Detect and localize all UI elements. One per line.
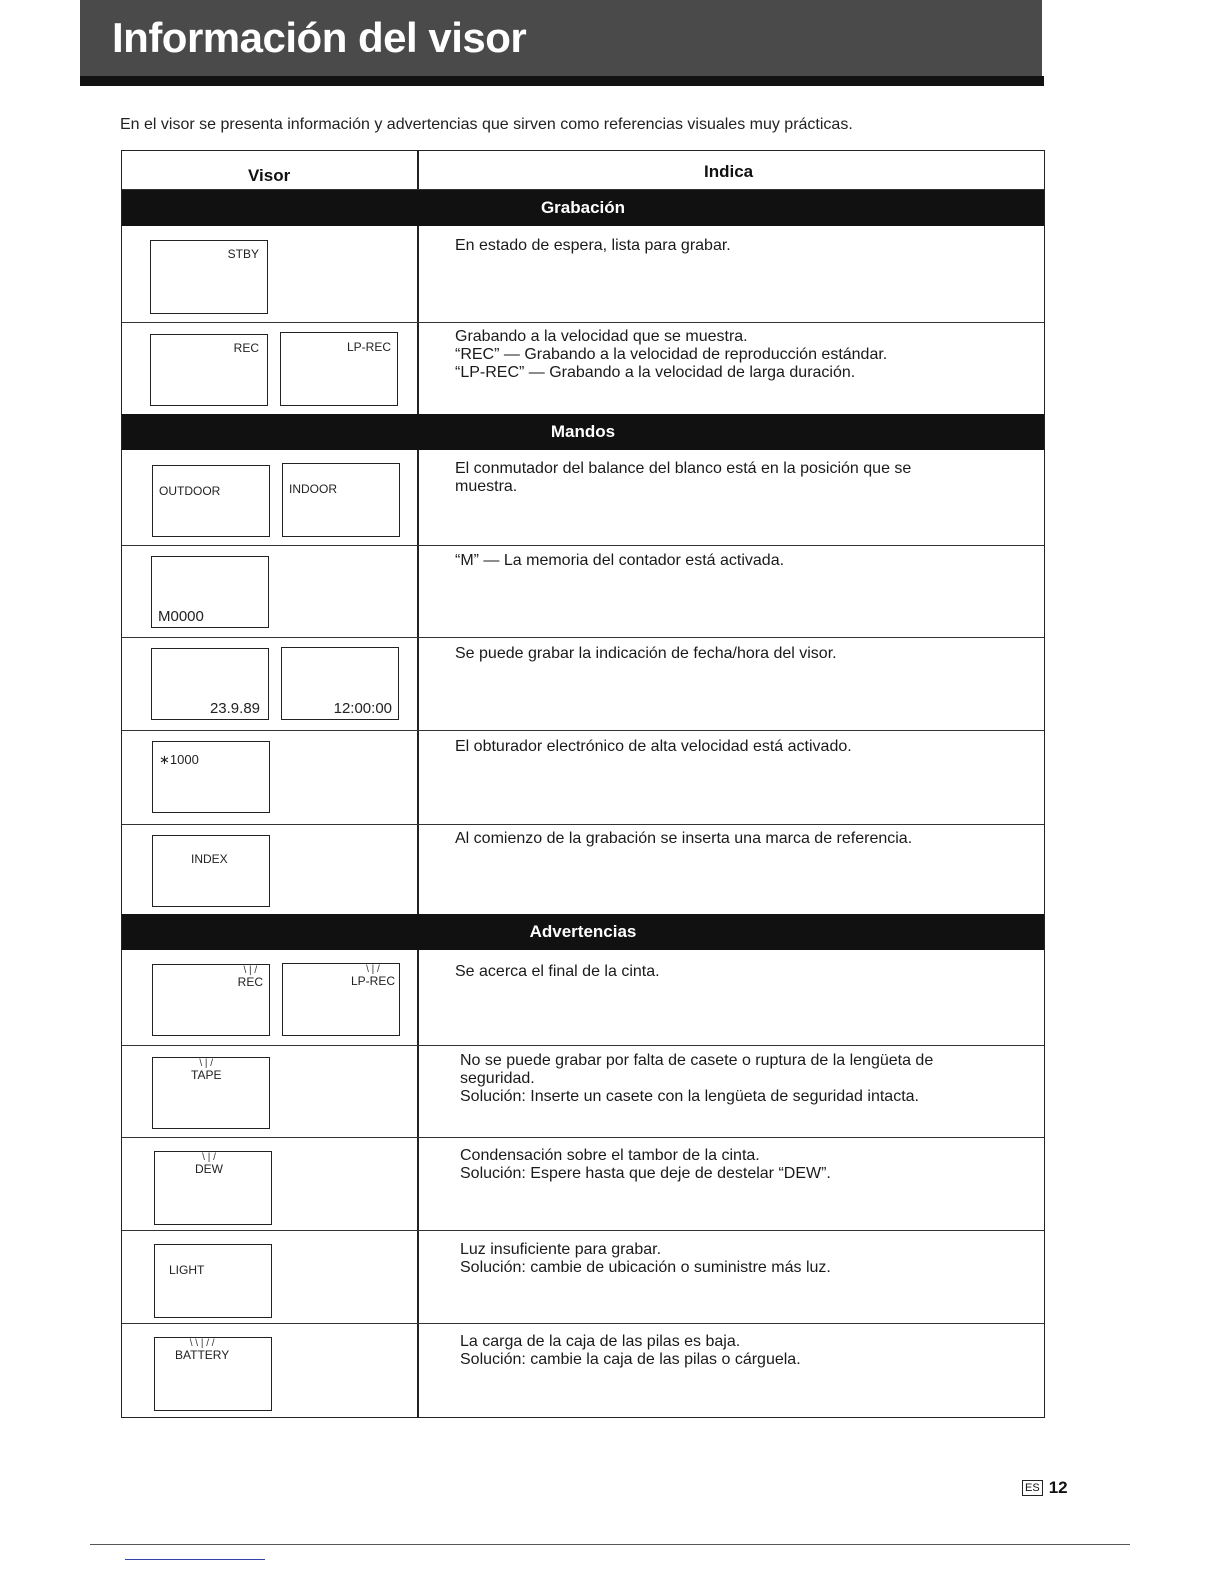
vf-label-light: LIGHT	[169, 1263, 205, 1277]
desc-dew	[460, 1147, 1020, 1183]
desc-line: La carga de la caja de las pilas es baja.	[460, 1333, 741, 1350]
desc-line: Luz insuficiente para grabar.	[460, 1241, 662, 1258]
blink-rays-icon: \ | /	[199, 1058, 214, 1069]
row-rule	[122, 824, 1044, 825]
vf-label-tape	[191, 1060, 221, 1082]
page-title: Información del visor	[112, 14, 527, 61]
desc-line: Se acerca el final de la cinta.	[455, 963, 660, 980]
viewfinder-tape	[152, 1057, 270, 1129]
header-rule	[80, 76, 1044, 86]
intro-text: En el visor se presenta información y advertencias que sirven como referencias visuales muy prácticas.	[120, 116, 853, 133]
desc-white-balance	[455, 460, 1015, 496]
desc-line: El conmutador del balance del blanco está en la posición que se	[455, 460, 912, 477]
vf-label-index: INDEX	[191, 852, 228, 866]
vf-label-outdoor: OUTDOOR	[159, 484, 221, 498]
blink-text: TAPE	[191, 1068, 222, 1082]
viewfinder-dew	[154, 1151, 272, 1225]
desc-line: “M” — La memoria del contador está activada.	[455, 552, 785, 569]
row-rule	[122, 730, 1044, 731]
vf-label-rec-blink	[238, 967, 263, 989]
desc-line: El obturador electrónico de alta velocidad está activado.	[455, 738, 852, 755]
vf-label-rec: REC	[233, 341, 259, 355]
viewfinder-time	[281, 647, 399, 720]
blink-text: LP-REC	[350, 974, 395, 988]
viewfinder-indoor	[282, 463, 400, 537]
desc-tape-end	[455, 963, 1015, 981]
row-rule	[122, 322, 1044, 323]
blink-rays-icon: \ | /	[202, 1152, 216, 1163]
desc-rec	[455, 328, 1015, 382]
blink-text: DEW	[195, 1162, 223, 1176]
desc-light	[460, 1241, 1020, 1277]
vf-label-date: 23.9.89	[209, 700, 260, 717]
column-divider	[417, 150, 419, 1417]
desc-line: Se puede grabar la indicación de fecha/hora del visor.	[455, 645, 837, 662]
vf-label-lp-rec: LP-REC	[346, 340, 391, 354]
desc-line: Solución: cambie la caja de las pilas o cárguela.	[460, 1351, 801, 1368]
desc-line: Solución: cambie de ubicación o suministre más luz.	[460, 1259, 831, 1276]
desc-line: seguridad.	[460, 1070, 535, 1087]
viewfinder-memory	[151, 556, 269, 628]
vf-label-time: 12:00:00	[333, 700, 392, 717]
viewfinder-stby	[150, 240, 268, 314]
desc-stby	[455, 237, 1015, 255]
vf-label-battery	[175, 1340, 229, 1362]
desc-line: “LP-REC” — Grabando a la velocidad de larga duración.	[455, 364, 856, 381]
desc-line: No se puede grabar por falta de casete o ruptura de la lengüeta de	[460, 1052, 934, 1069]
row-rule	[122, 545, 1044, 546]
desc-line: Al comienzo de la grabación se inserta una marca de referencia.	[455, 830, 913, 847]
bottom-link-line	[125, 1559, 265, 1560]
row-rule	[122, 1323, 1044, 1324]
row-rule	[122, 1045, 1044, 1046]
blink-rays-icon: \ | /	[366, 964, 380, 975]
viewfinder-index	[152, 835, 270, 907]
page-number: 12	[1048, 1478, 1068, 1497]
desc-index	[455, 830, 1015, 848]
viewfinder-lp-rec	[280, 332, 398, 406]
vf-label-indoor: INDOOR	[289, 482, 337, 496]
desc-tape	[460, 1052, 1020, 1106]
blink-text: REC	[237, 975, 263, 989]
desc-line: Solución: Espere hasta que deje de destelar “DEW”.	[460, 1165, 831, 1182]
desc-shutter	[455, 738, 1015, 756]
row-rule	[122, 637, 1044, 638]
section-advertencias: Advertencias	[122, 914, 1044, 950]
bottom-rule	[90, 1544, 1130, 1545]
row-rule	[122, 1137, 1044, 1138]
viewfinder-light	[154, 1244, 272, 1318]
desc-line: En estado de espera, lista para grabar.	[455, 237, 731, 254]
section-mandos: Mandos	[122, 414, 1044, 450]
viewfinder-lp-rec-blink	[282, 963, 400, 1036]
blink-rays-icon: \ | /	[243, 965, 258, 976]
desc-line: Grabando a la velocidad que se muestra.	[455, 328, 748, 345]
viewfinder-outdoor	[152, 465, 270, 537]
vf-label-stby: STBY	[227, 247, 259, 261]
viewfinder-rec	[150, 334, 268, 406]
blink-rays-icon: \ \ | / /	[189, 1338, 215, 1349]
column-header-visor: Visor	[248, 166, 291, 185]
desc-line: “REC” — Grabando a la velocidad de reproducción estándar.	[455, 346, 888, 363]
viewfinder-date	[151, 648, 269, 720]
blink-text: BATTERY	[175, 1348, 230, 1362]
vf-label-memory: M0000	[158, 608, 204, 625]
row-rule	[122, 1230, 1044, 1231]
desc-line: Condensación sobre el tambor de la cinta.	[460, 1147, 760, 1164]
desc-line: muestra.	[455, 478, 518, 495]
viewfinder-shutter	[152, 741, 270, 813]
desc-battery	[460, 1333, 1020, 1369]
viewfinder-battery	[154, 1337, 272, 1411]
page-footer	[1022, 1478, 1068, 1498]
vf-label-dew	[195, 1154, 223, 1176]
desc-line: Solución: Inserte un casete con la lengüeta de seguridad intacta.	[460, 1088, 919, 1105]
viewfinder-rec-blink	[152, 964, 270, 1036]
column-header-indica: Indica	[704, 162, 754, 181]
vf-label-lp-rec-blink	[351, 966, 395, 988]
vf-label-shutter: ∗1000	[159, 752, 199, 767]
section-grabacion: Grabación	[122, 190, 1044, 226]
desc-memory	[455, 552, 1015, 570]
desc-datetime	[455, 645, 1015, 663]
language-badge: ES	[1022, 1480, 1043, 1496]
